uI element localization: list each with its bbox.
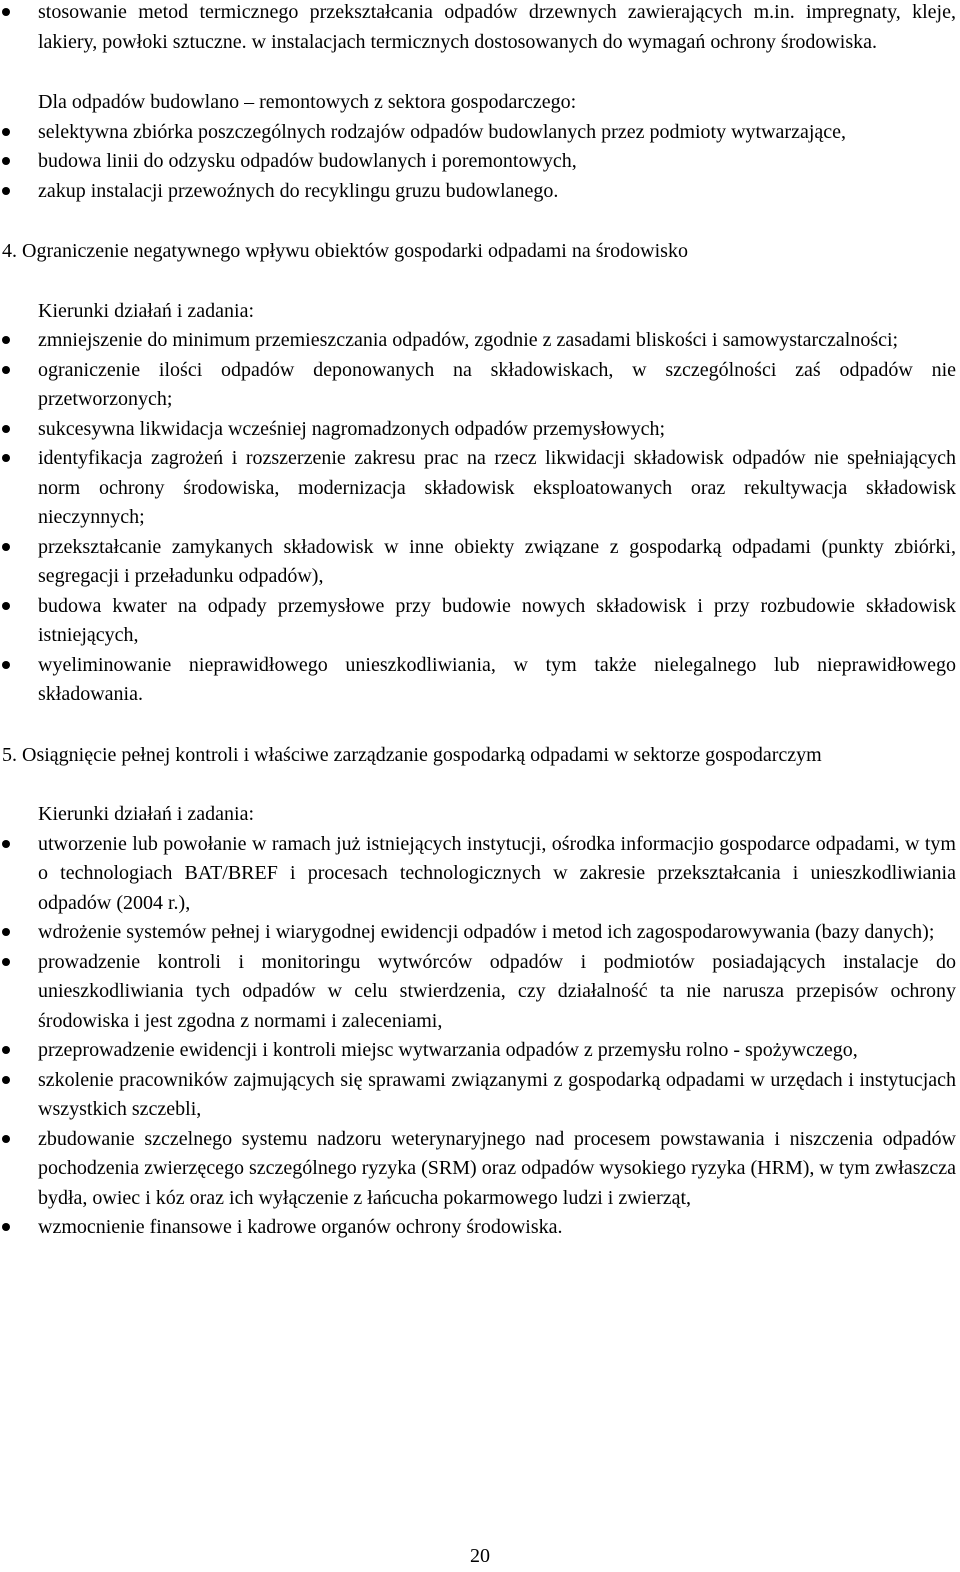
list-item-text: identyfikacja zagrożeń i rozszerzenie zakresu prac na rzecz likwidacji składowisk odpadów nie spełniających norm ochrony środowiska, modernizacja składowisk eksploatowanych oraz rekultywacja składowisk nieczynnych;: [38, 447, 956, 528]
list-item-text: wdrożenie systemów pełnej i wiarygodnej ewidencji odpadów i metod ich zagospodarowywania (bazy danych);: [38, 921, 935, 943]
list-item: [2, 326, 956, 356]
bullet-icon: [2, 958, 10, 966]
list-item-text: przeprowadzenie ewidencji i kontroli miejsc wytwarzania odpadów z przemysłu rolno - spożywczego,: [38, 1039, 858, 1061]
bullet-icon: [2, 1223, 10, 1231]
list-item-text: prowadzenie kontroli i monitoringu wytwórców odpadów i podmiotów posiadających instalacje do unieszkodliwiania tych odpadów w celu stwierdzenia, czy działalność ta nie narusza przepisów ochrony środowiska i jest zgodna z normami i zaleceniami,: [38, 950, 956, 1032]
construction-bullet-list: [2, 118, 956, 207]
section-4-heading: 4. Ograniczenie negatywnego wpływu obiektów gospodarki odpadami na środowisko: [2, 240, 688, 262]
section-5-directions-label: Kierunki działań i zadania:: [38, 803, 255, 825]
section-5-heading: 5. Osiągnięcie pełnej kontroli i właściwe zarządzanie gospodarką odpadami w sektorze gospodarczym: [2, 743, 822, 766]
bullet-icon: [2, 454, 10, 462]
list-item: [2, 1066, 956, 1125]
list-item: [2, 444, 956, 533]
list-item: [2, 948, 956, 1037]
section-4-bullet-list: [2, 326, 956, 710]
list-item: [2, 830, 956, 919]
bullet-icon: [2, 1046, 10, 1054]
page-number: 20: [470, 1545, 490, 1567]
bullet-icon: [2, 840, 10, 848]
list-item-text: zmniejszenie do minimum przemieszczania odpadów, zgodnie z zasadami bliskości i samowystarczalności;: [38, 329, 899, 351]
list-item: [2, 118, 956, 148]
bullet-icon: [2, 661, 10, 669]
list-item-text: szkolenie pracowników zajmujących się sprawami związanymi z gospodarką odpadami w urzędach i instytucjach wszystkich szczebli,: [38, 1068, 956, 1120]
list-item-text: wzmocnienie finansowe i kadrowe organów ochrony środowiska.: [38, 1216, 563, 1238]
intro-bullet-list: [2, 0, 956, 57]
list-item-text: budowa kwater na odpady przemysłowe przy budowie nowych składowisk i przy rozbudowie składowisk istniejących,: [38, 594, 956, 646]
list-item: [2, 592, 956, 651]
list-item: [2, 918, 956, 948]
list-item: [2, 177, 956, 207]
bullet-icon: [2, 157, 10, 165]
bullet-icon: [2, 425, 10, 433]
page-content: [2, 0, 956, 1243]
list-item-text: ograniczenie ilości odpadów deponowanych na składowiskach, w szczególności zaś odpadów nie przetworzonych;: [38, 358, 956, 410]
bullet-icon: [2, 336, 10, 344]
construction-intro: Dla odpadów budowlano – remontowych z sektora gospodarczego:: [38, 91, 577, 113]
list-item-text: wyeliminowanie nieprawidłowego unieszkodliwiania, w tym także nielegalnego lub nieprawidłowego składowania.: [38, 653, 956, 705]
bullet-icon: [2, 602, 10, 610]
list-item-text: stosowanie metod termicznego przekształcania odpadów drzewnych zawierających m.in. impregnaty, kleje, lakiery, powłoki sztuczne. w instalacjach termicznych dostosowanych do wymagań ochrony środowiska.: [38, 1, 956, 53]
bullet-icon: [2, 8, 10, 16]
list-item: [2, 533, 956, 592]
bullet-icon: [2, 928, 10, 936]
bullet-icon: [2, 128, 10, 136]
list-item-text: selektywna zbiórka poszczególnych rodzajów odpadów budowlanych przez podmioty wytwarzające,: [38, 120, 847, 143]
list-item: [2, 1213, 956, 1243]
bullet-icon: [2, 1135, 10, 1143]
section-4-directions-label: Kierunki działań i zadania:: [38, 299, 255, 322]
list-item: [2, 147, 956, 177]
bullet-icon: [2, 187, 10, 195]
list-item-text: zakup instalacji przewoźnych do recyklingu gruzu budowlanego.: [38, 179, 559, 202]
list-item-text: utworzenie lub powołanie w ramach już istniejących instytucji, ośrodka informacjio gospodarce odpadami, w tym o technologiach BAT/BREF i procesach technologicznych w zakresie przekształcania i unieszkodliwiania odpadów (2004 r.),: [38, 832, 956, 914]
bullet-icon: [2, 1076, 10, 1084]
list-item-text: sukcesywna likwidacja wcześniej nagromadzonych odpadów przemysłowych;: [38, 417, 666, 440]
list-item-text: budowa linii do odzysku odpadów budowlanych i poremontowych,: [38, 150, 577, 172]
bullet-icon: [2, 366, 10, 374]
section-5-bullet-list: [2, 830, 956, 1243]
list-item: [2, 356, 956, 415]
list-item: [2, 1036, 956, 1066]
list-item: [2, 651, 956, 710]
list-item: [2, 0, 956, 57]
bullet-icon: [2, 543, 10, 551]
list-item-text: zbudowanie szczelnego systemu nadzoru weterynaryjnego nad procesem powstawania i niszczenia odpadów pochodzenia zwierzęcego szczególnego ryzyka (SRM) oraz odpadów wysokiego ryzyka (HRM), w tym zwłaszcza bydła, owiec i kóz oraz ich wyłączenie z łańcucha pokarmowego ludzi i zwierząt,: [38, 1127, 956, 1209]
list-item: [2, 415, 956, 445]
list-item-text: przekształcanie zamykanych składowisk w inne obiekty związane z gospodarką odpadami (punkty zbiórki, segregacji i przeładunku odpadów),: [38, 535, 956, 587]
list-item: [2, 1125, 956, 1214]
